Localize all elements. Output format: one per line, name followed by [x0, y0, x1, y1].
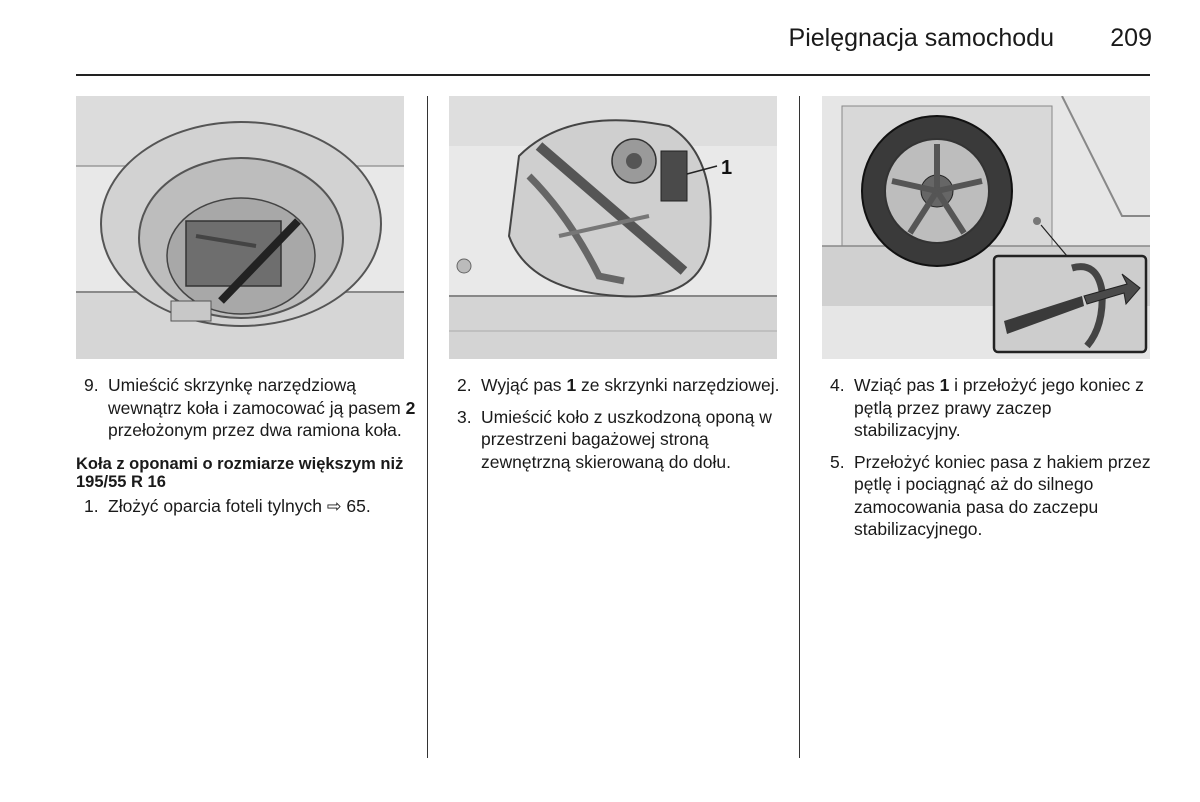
column-divider-1 [427, 96, 428, 758]
step-9: 9. Umieścić skrzynkę narzędziową wewnątrz koła i zamocować ją pasem 2 przełożonym przez dwa ramiona koła. [84, 375, 416, 440]
step-3: 3. Umieścić koło z uszkodzoną oponą w przestrzeni bagażowej stroną zewnętrzną skierowaną do dołu. [457, 406, 772, 472]
cross-reference-arrow-icon: ⇨ [326, 495, 342, 516]
subheading-larger-tyres: Koła z oponami o rozmiarze większym niż 195/55 R 16 [76, 454, 404, 491]
figure-toolbox-strap [449, 96, 777, 359]
strap-hook-illustration [822, 96, 1150, 359]
step-number: 3. [457, 406, 472, 427]
step-number: 5. [830, 451, 845, 472]
text-column-1 [76, 374, 416, 526]
column-divider-2 [799, 96, 800, 758]
step-2: 2. Wyjąć pas 1 ze skrzynki narzędziowej. [457, 375, 780, 395]
step-4: 4. Wziąć pas 1 i przełożyć jego koniec z pętlą przez prawy zaczep stabilizacyjny. [830, 375, 1144, 440]
toolbox-illustration [449, 96, 777, 359]
figure-spare-wheel-toolbox [76, 96, 404, 359]
text-column-2 [449, 374, 784, 482]
figure-strap-hook [822, 96, 1150, 359]
running-header-title: Pielęgnacja samochodu [788, 24, 1054, 52]
spare-wheel-illustration [76, 96, 404, 359]
step-number: 1. [84, 495, 99, 516]
step-5: 5. Przełożyć koniec pasa z hakiem przez pętlę i pociągnąć aż do silnego zamocowania pasa do zaczepu stabilizacyjnego. [830, 451, 1151, 539]
callout-1-label: 1 [721, 157, 733, 179]
step-1: 1. Złożyć oparcia foteli tylnych ⇨ 65. [84, 495, 371, 516]
step-number: 4. [830, 375, 845, 395]
text-column-3 [822, 374, 1162, 550]
header-rule [76, 74, 1150, 76]
step-number: 2. [457, 375, 472, 395]
page-number: 209 [1110, 24, 1152, 52]
step-number: 9. [84, 375, 99, 395]
